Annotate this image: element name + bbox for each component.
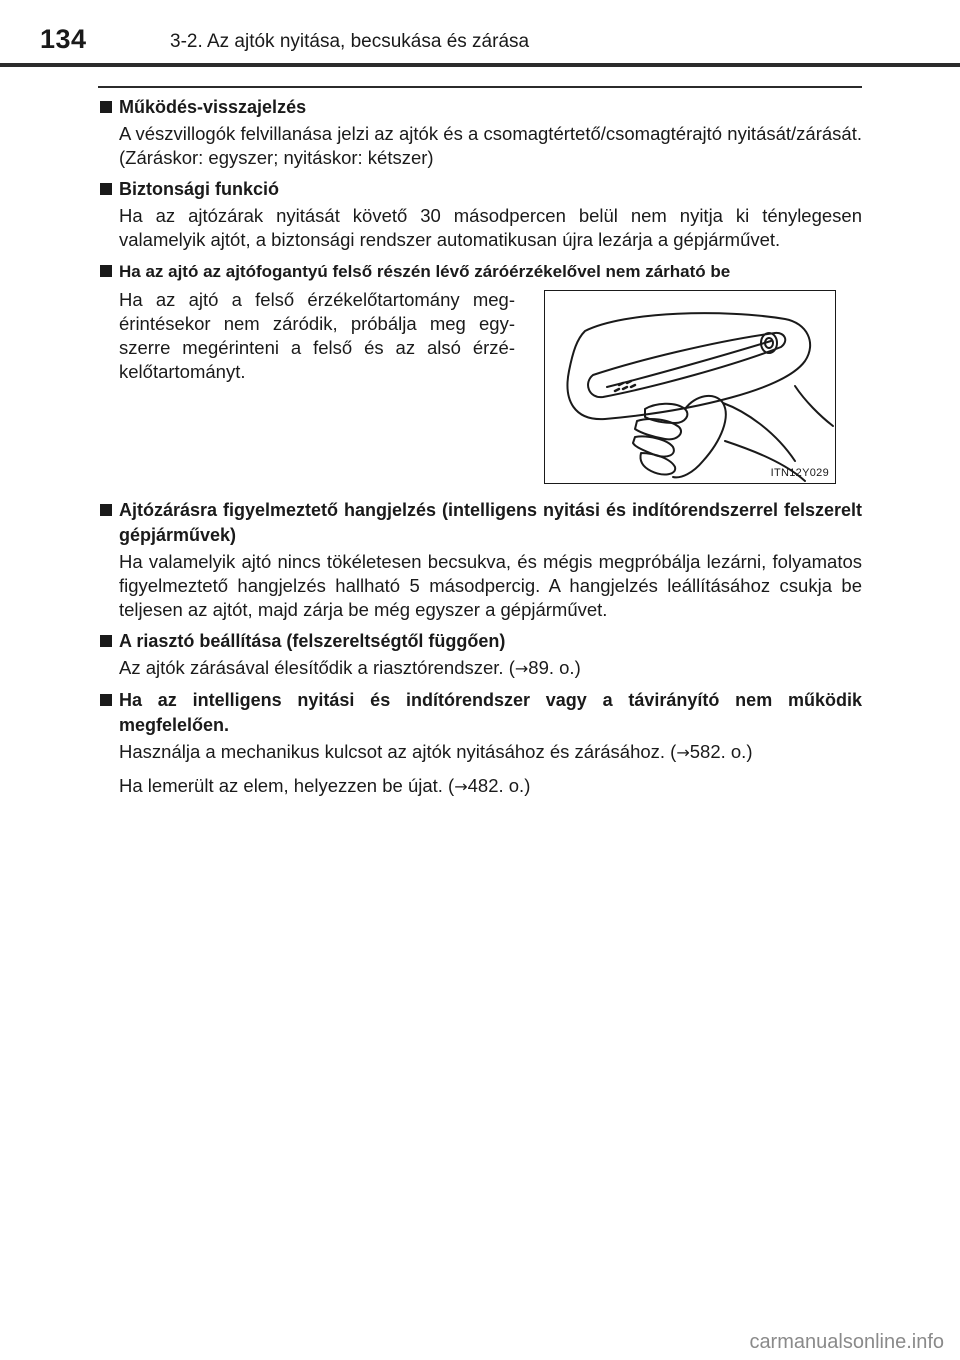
content [98,95,862,806]
square-bullet-icon [100,694,112,706]
section-heading: Ha az intelligens nyitási és indítórendszer vagy a távirányító nem működik megfelelően. [98,688,862,738]
figure-code: ITN12Y029 [770,467,829,479]
square-bullet-icon [100,183,112,195]
door-handle-illustration [544,290,836,484]
door-handle-drawing [545,291,835,483]
section-paragraph: Ha az ajtózárak nyitását követő 30 másodpercen belül nem nyitja ki ténylegesen valamelyik ajtót, a biztonsági rendszer automatikusan újra lezárja a gépjárművet. [119,205,862,250]
section-heading: A riasztó beállítása (felszereltségtől függően) [98,629,862,654]
square-bullet-icon [100,635,112,647]
section-safety-function [98,177,862,252]
header-rule [0,63,960,67]
section-alarm [98,629,862,681]
section-paragraph: Ha valamelyik ajtó nincs tökéletesen becsukva, és mégis megpróbálja lezárni, folyamatos figyelmeztető hangjelzés hallható 5 másodpercig. A hangjelzés leállításához csukja be teljesen az ajtót, majd zárja be még egyszer a gépjárművet. [119,551,862,620]
section-rule [98,86,862,88]
section-heading: Biztonsági funkció [98,177,862,202]
page-number: 134 [40,24,87,54]
section-paragraph: Ha az ajtó a felső érzékelőtartomány megérintésekor nem záródik, próbálja meg egyszerre megérinteni a felső és az alsó érzékelőtartományt. [119,289,515,382]
square-bullet-icon [100,504,112,516]
section-door-warning [98,498,862,622]
square-bullet-icon [100,265,112,277]
section-operation-signal [98,95,862,170]
section-paragraph: Az ajtók zárásával élesítődik a riasztórendszer. (→89. o.) [119,657,581,678]
section-heading: Ajtózárásra figyelmeztető hangjelzés (intelligens nyitási és indítórendszerrel felszerelt gépjárművek) [98,498,862,548]
arrow-right-icon: → [454,777,468,796]
section-paragraph: A vészvillogók felvillanása jelzi az ajtók és a csomagtértető/csomagtérajtó nyitását/zárását. (Záráskor: egyszer; nyitáskor: kétszer) [119,123,862,168]
section-paragraph: Ha lemerült az elem, helyezzen be újat. (→482. o.) [119,775,531,796]
section-lock-sensor [98,259,862,484]
arrow-right-icon: → [676,743,690,762]
text-with-figure [98,288,862,484]
section-heading: Működés-visszajelzés [98,95,862,120]
arrow-right-icon: → [514,659,529,678]
watermark: carmanualsonline.info [749,1331,944,1353]
section-malfunction [98,688,862,799]
section-heading: Ha az ajtó az ajtófogantyú felső részén lévő záróérzékelővel nem zárható be [98,259,862,284]
square-bullet-icon [100,101,112,113]
section-paragraph: Használja a mechanikus kulcsot az ajtók nyitásához és zárásához. (→582. o.) [119,741,753,762]
chapter-title: 3-2. Az ajtók nyitása, becsukása és zárása [170,31,530,52]
